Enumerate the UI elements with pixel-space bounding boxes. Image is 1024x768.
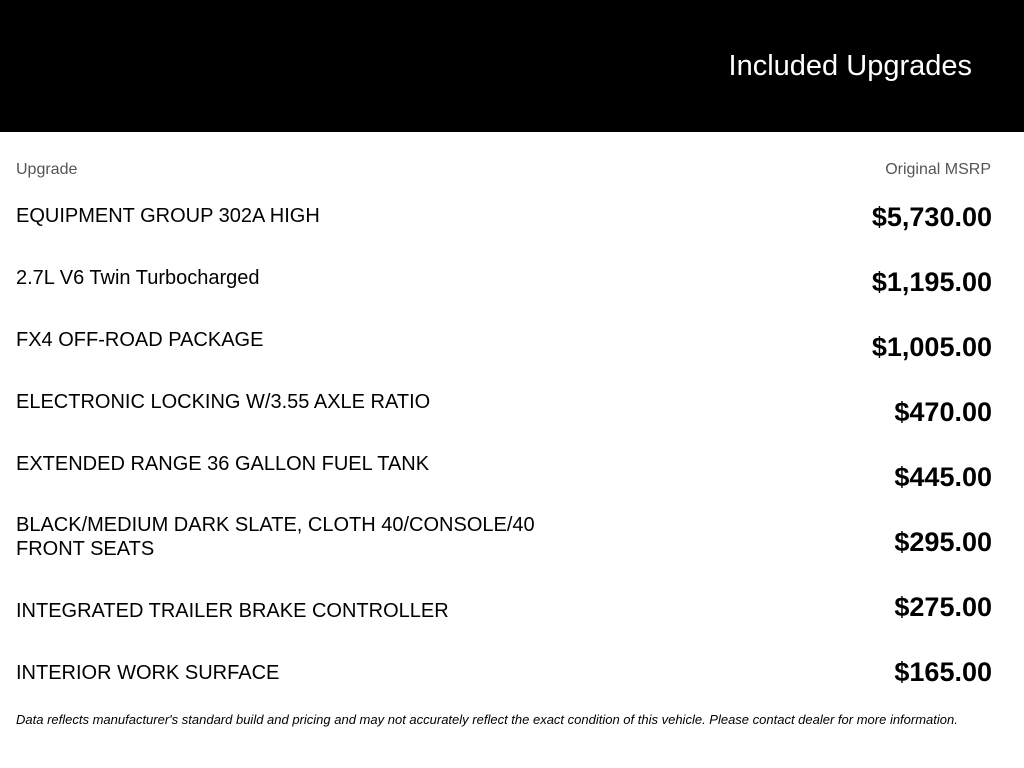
column-header-upgrade: Upgrade: [16, 161, 78, 178]
upgrade-name: INTERIOR WORK SURFACE: [16, 662, 280, 684]
upgrade-price: $165.00: [894, 657, 992, 687]
upgrade-name: EXTENDED RANGE 36 GALLON FUEL TANK: [16, 453, 430, 475]
upgrade-price: $1,195.00: [871, 267, 992, 297]
page-header: [0, 0, 1024, 132]
upgrade-price: $5,730.00: [871, 202, 992, 232]
upgrade-name: 2.7L V6 Twin Turbocharged: [16, 267, 260, 289]
upgrade-name: INTEGRATED TRAILER BRAKE CONTROLLER: [16, 600, 449, 622]
upgrade-name: BLACK/MEDIUM DARK SLATE, CLOTH 40/CONSOLE/40 FRONT SEATS: [16, 514, 535, 560]
upgrade-price: $470.00: [894, 397, 992, 427]
upgrade-name: EQUIPMENT GROUP 302A HIGH: [16, 205, 320, 227]
column-header-msrp: Original MSRP: [885, 161, 991, 178]
upgrade-price: $1,005.00: [871, 332, 992, 362]
upgrade-price: $445.00: [894, 462, 992, 492]
disclaimer-text: Data reflects manufacturer's standard build and pricing and may not accurately reflect the exact condition of this vehicle. Please contact dealer for more information.: [16, 712, 958, 727]
page-title: Included Upgrades: [728, 50, 972, 82]
upgrade-price: $295.00: [894, 527, 992, 557]
upgrade-price: $275.00: [894, 592, 992, 622]
upgrade-name: FX4 OFF-ROAD PACKAGE: [16, 329, 264, 351]
upgrade-name: ELECTRONIC LOCKING W/3.55 AXLE RATIO: [16, 391, 431, 413]
